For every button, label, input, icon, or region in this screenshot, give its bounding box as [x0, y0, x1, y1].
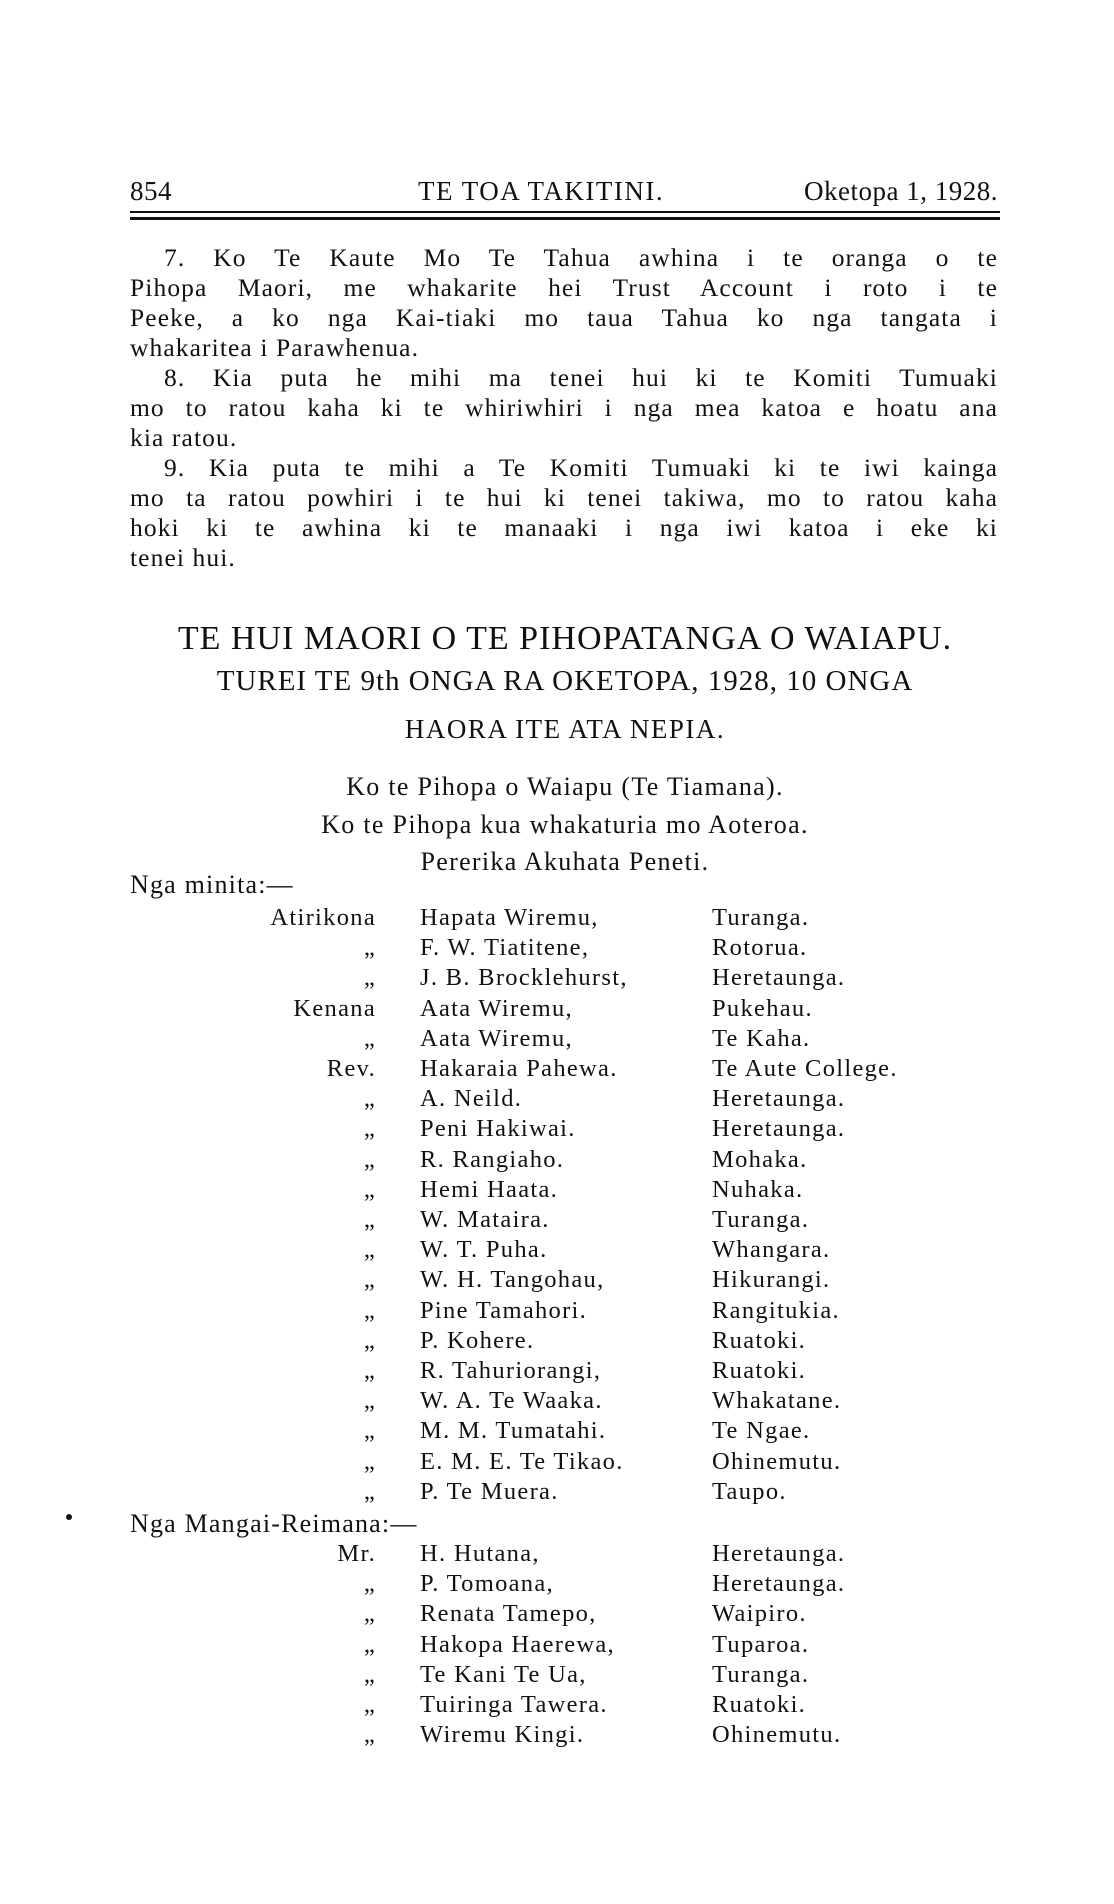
person-name: Hemi Haata. — [420, 1175, 559, 1203]
list-item — [0, 1025, 1114, 1055]
title-prefix: „ — [363, 1236, 376, 1264]
list-item — [0, 1236, 1114, 1266]
laymen-label: Nga Mangai-Reimana:— — [130, 1509, 418, 1538]
place-name: Taupo. — [712, 1477, 787, 1505]
place-name: Ruatoki. — [712, 1326, 807, 1354]
text-line: mo ta ratou powhiri i te hui ki tenei takiwa, mo to ratou kaha — [130, 483, 998, 512]
list-item — [0, 1721, 1114, 1751]
list-item — [0, 1085, 1114, 1115]
ministers-label: Nga minita:— — [130, 870, 294, 899]
person-name: Te Kani Te Ua, — [420, 1660, 587, 1688]
title-prefix: „ — [363, 1145, 376, 1173]
resolution-7 — [130, 243, 998, 363]
person-name: P. Te Muera. — [420, 1477, 559, 1505]
list-item — [0, 904, 1114, 934]
person-name: J. B. Brocklehurst, — [420, 964, 628, 992]
person-name: Hakopa Haerewa, — [420, 1630, 615, 1658]
meeting-date-line: TUREI TE 9th ONGA RA OKETOPA, 1928, 10 ONGA — [216, 665, 914, 697]
title-prefix: „ — [363, 934, 376, 962]
place-name: Turanga. — [712, 904, 810, 931]
list-item — [0, 1661, 1114, 1691]
person-name: H. Hutana, — [420, 1540, 540, 1567]
place-name: Heretaunga. — [712, 1570, 846, 1598]
place-name: Rotorua. — [712, 934, 808, 962]
title-prefix: „ — [363, 1660, 376, 1688]
running-header — [130, 176, 998, 216]
person-name: Hakaraia Pahewa. — [420, 1055, 618, 1082]
text-line: Pihopa Maori, me whakarite hei Trust Account i roto i te — [130, 273, 998, 302]
list-item — [0, 1417, 1114, 1447]
list-item — [0, 1691, 1114, 1721]
place-name: Turanga. — [712, 1660, 810, 1688]
title-prefix: „ — [363, 1024, 376, 1052]
text-line: whakaritea i Parawhenua. — [130, 333, 420, 362]
place-name: Mohaka. — [712, 1145, 808, 1173]
place-name: Rangitukia. — [712, 1296, 840, 1324]
place-name: Te Kaha. — [712, 1024, 811, 1052]
list-item — [0, 1115, 1114, 1145]
place-name: Te Ngae. — [712, 1417, 811, 1445]
title-prefix: „ — [363, 1600, 376, 1628]
place-name: Te Aute College. — [712, 1055, 898, 1082]
list-item — [0, 1146, 1114, 1176]
person-name: E. M. E. Te Tikao. — [420, 1447, 624, 1475]
person-name: F. W. Tiatitene, — [420, 934, 590, 962]
title-prefix: „ — [363, 1266, 376, 1294]
place-name: Heretaunga. — [712, 964, 846, 992]
list-item — [0, 1266, 1114, 1296]
place-name: Nuhaka. — [712, 1175, 804, 1203]
meeting-time-line: HAORA ITE ATA NEPIA. — [404, 714, 726, 744]
text-line: 8. Kia puta he mihi ma tenei hui ki te Komiti Tumuaki — [164, 363, 998, 392]
title-prefix: „ — [363, 1417, 376, 1445]
person-name: Tuiringa Tawera. — [420, 1691, 608, 1718]
title-prefix: Atirikona — [270, 904, 376, 931]
list-item — [0, 1448, 1114, 1478]
title-prefix: „ — [363, 1447, 376, 1475]
place-name: Heretaunga. — [712, 1085, 846, 1113]
list-item — [0, 1631, 1114, 1661]
title-prefix: „ — [363, 1477, 376, 1505]
title-prefix: „ — [363, 1570, 376, 1598]
title-prefix: „ — [363, 1357, 376, 1384]
list-item — [0, 995, 1114, 1025]
list-item — [0, 1206, 1114, 1236]
list-item — [0, 1055, 1114, 1085]
list-item — [0, 1327, 1114, 1357]
text-line: kia ratou. — [130, 423, 238, 452]
text-line: 9. Kia puta te mihi a Te Komiti Tumuaki ki te iwi kainga — [164, 453, 998, 482]
text-line: Peeke, a ko nga Kai-tiaki mo taua Tahua ko nga tangata i — [130, 303, 998, 332]
text-line: 7. Ko Te Kaute Mo Te Tahua awhina i te oranga o te — [164, 243, 998, 272]
title-prefix: „ — [363, 1387, 376, 1415]
place-name: Ruatoki. — [712, 1691, 807, 1718]
title-prefix: „ — [363, 1115, 376, 1143]
list-item — [0, 1357, 1114, 1387]
issue-date: Oketopa 1, 1928. — [804, 176, 998, 206]
title-prefix: „ — [363, 1721, 376, 1749]
person-name: A. Neild. — [420, 1085, 523, 1113]
list-item — [0, 964, 1114, 994]
list-item — [0, 1176, 1114, 1206]
title-prefix: „ — [363, 1085, 376, 1113]
place-name: Whakatane. — [712, 1387, 842, 1415]
list-item — [0, 934, 1114, 964]
text-line: mo to ratou kaha ki te whiriwhiri i nga mea katoa e hoatu ana — [130, 393, 998, 422]
place-name: Ohinemutu. — [712, 1447, 842, 1475]
person-name: W. A. Te Waaka. — [420, 1387, 603, 1415]
list-item — [0, 1478, 1114, 1508]
header-rule-thick — [130, 217, 1000, 220]
place-name: Ohinemutu. — [712, 1721, 842, 1749]
person-name: W. T. Puha. — [420, 1236, 548, 1264]
list-item — [0, 1387, 1114, 1417]
resolution-8 — [130, 363, 998, 453]
person-name: P. Tomoana, — [420, 1570, 554, 1598]
chairman-line: Ko te Pihopa o Waiapu (Te Tiamana). — [346, 772, 784, 801]
person-name: W. H. Tangohau, — [420, 1266, 605, 1294]
text-line: tenei hui. — [130, 543, 236, 572]
place-name: Waipiro. — [712, 1600, 807, 1628]
person-name: R. Tahuriorangi, — [420, 1357, 602, 1384]
bishop-line: Ko te Pihopa kua whakaturia mo Aoteroa. — [321, 810, 809, 839]
title-prefix: „ — [363, 1175, 376, 1203]
person-name: Peni Hakiwai. — [420, 1115, 576, 1143]
title-prefix: „ — [363, 1296, 376, 1324]
section-heading: TE HUI MAORI O TE PIHOPATANGA O WAIAPU. — [177, 620, 953, 657]
place-name: Tuparoa. — [712, 1630, 810, 1658]
person-name: P. Kohere. — [420, 1326, 535, 1354]
title-prefix: „ — [363, 1630, 376, 1658]
person-name: Pine Tamahori. — [420, 1296, 588, 1324]
list-item — [0, 1540, 1114, 1570]
title-prefix: „ — [363, 964, 376, 992]
place-name: Heretaunga. — [712, 1115, 846, 1143]
list-item — [0, 1570, 1114, 1600]
header-rule-thin — [130, 211, 1000, 213]
place-name: Turanga. — [712, 1206, 810, 1233]
person-name: Hapata Wiremu, — [420, 904, 599, 931]
margin-dot — [66, 1514, 72, 1520]
person-name: Wiremu Kingi. — [420, 1721, 585, 1749]
place-name: Whangara. — [712, 1236, 831, 1264]
title-prefix: Kenana — [293, 994, 376, 1022]
place-name: Hikurangi. — [712, 1266, 831, 1294]
title-prefix: „ — [363, 1691, 376, 1718]
person-name: W. Mataira. — [420, 1206, 550, 1233]
person-name: Aata Wiremu, — [420, 1024, 573, 1052]
title-prefix: „ — [363, 1206, 376, 1233]
person-name: Aata Wiremu, — [420, 994, 573, 1022]
person-name: R. Rangiaho. — [420, 1145, 565, 1173]
resolution-9 — [130, 453, 998, 573]
list-item — [0, 1297, 1114, 1327]
publication-title: TE TOA TAKITINI. — [418, 176, 665, 206]
bishop-name-line: Pererika Akuhata Peneti. — [420, 847, 710, 876]
place-name: Pukehau. — [712, 994, 813, 1022]
person-name: M. M. Tumatahi. — [420, 1417, 607, 1445]
text-line: hoki ki te awhina ki te manaaki i nga iwi katoa i eke ki — [130, 513, 998, 542]
title-prefix: „ — [363, 1326, 376, 1354]
page-number: 854 — [130, 176, 172, 206]
title-prefix: Mr. — [337, 1540, 376, 1567]
place-name: Heretaunga. — [712, 1540, 846, 1567]
person-name: Renata Tamepo, — [420, 1600, 597, 1628]
list-item — [0, 1600, 1114, 1630]
place-name: Ruatoki. — [712, 1357, 807, 1384]
title-prefix: Rev. — [326, 1055, 376, 1082]
